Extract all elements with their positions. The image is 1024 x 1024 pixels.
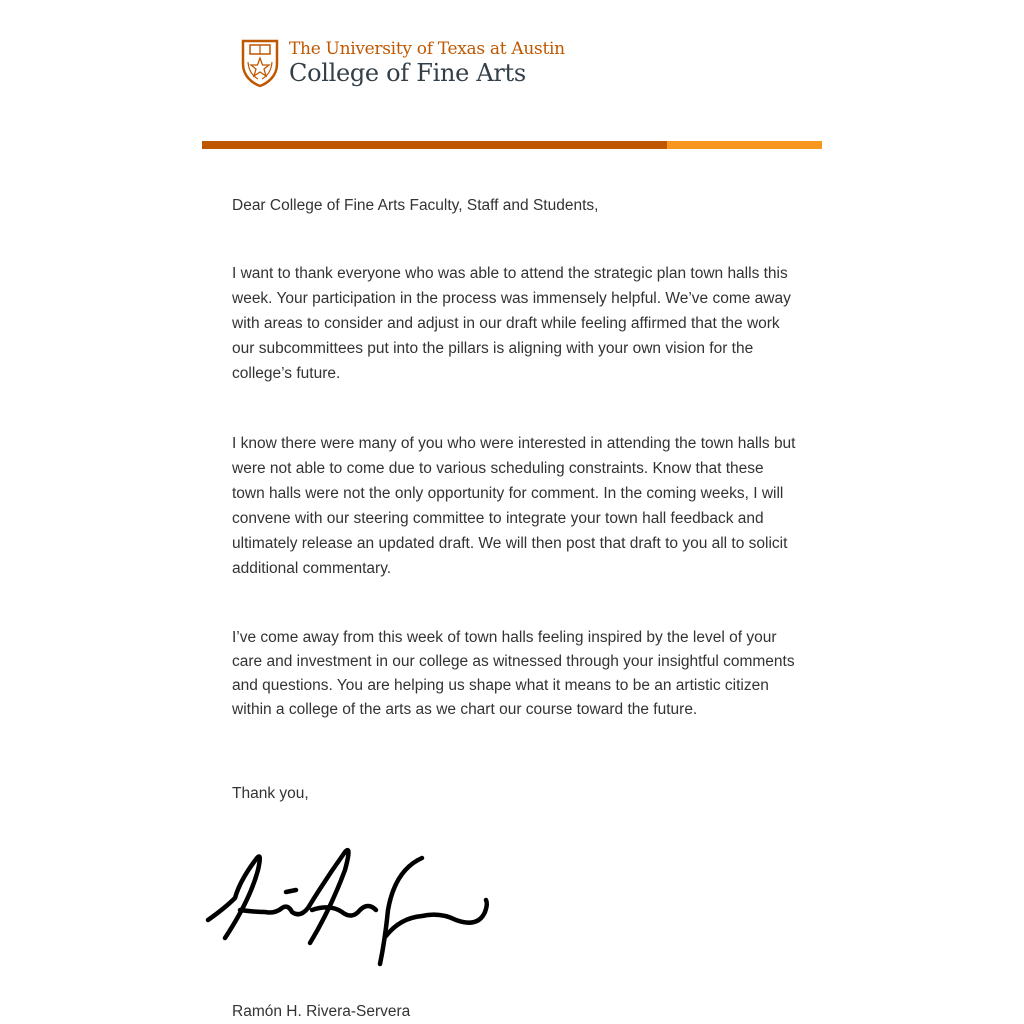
ut-fine-arts-logo bbox=[240, 38, 565, 88]
header-rule-primary bbox=[202, 141, 667, 149]
university-name: The University of Texas at Austin bbox=[289, 39, 565, 59]
ut-shield-icon bbox=[240, 38, 280, 88]
paragraph-1: I want to thank everyone who was able to attend the strategic plan town halls this week. Your participation in the process was immensely helpful. We’ve come away with areas to consider and adjust in our draft while feeling affirmed that the work our subcommittees put into the pillars is aligning with your own vision for the college’s future. bbox=[232, 265, 791, 382]
paragraph-2: I know there were many of you who were interested in attending the town halls but were not able to come due to various scheduling constraints. Know that these town halls were not the only opportunity for comment. In the coming weeks, I will convene with our steering committee to integrate your town hall feedback and ultimately release an updated draft. We will then post that draft to you all to solicit additional commentary. bbox=[232, 435, 796, 577]
paragraph-3: I’ve come away from this week of town halls feeling inspired by the level of your care and investment in our college as witnessed through your insightful comments and questions. You are helping us shape what it means to be an artistic citizen within a college of the arts as we chart our course toward the future. bbox=[232, 629, 795, 718]
header-rule-secondary bbox=[667, 141, 822, 149]
greeting: Dear College of Fine Arts Faculty, Staff and Students, bbox=[232, 197, 599, 214]
closing: Thank you, bbox=[232, 785, 309, 802]
college-name: College of Fine Arts bbox=[289, 59, 526, 87]
signature bbox=[200, 840, 500, 970]
signatory-name: Ramón H. Rivera-Servera bbox=[232, 1003, 411, 1020]
